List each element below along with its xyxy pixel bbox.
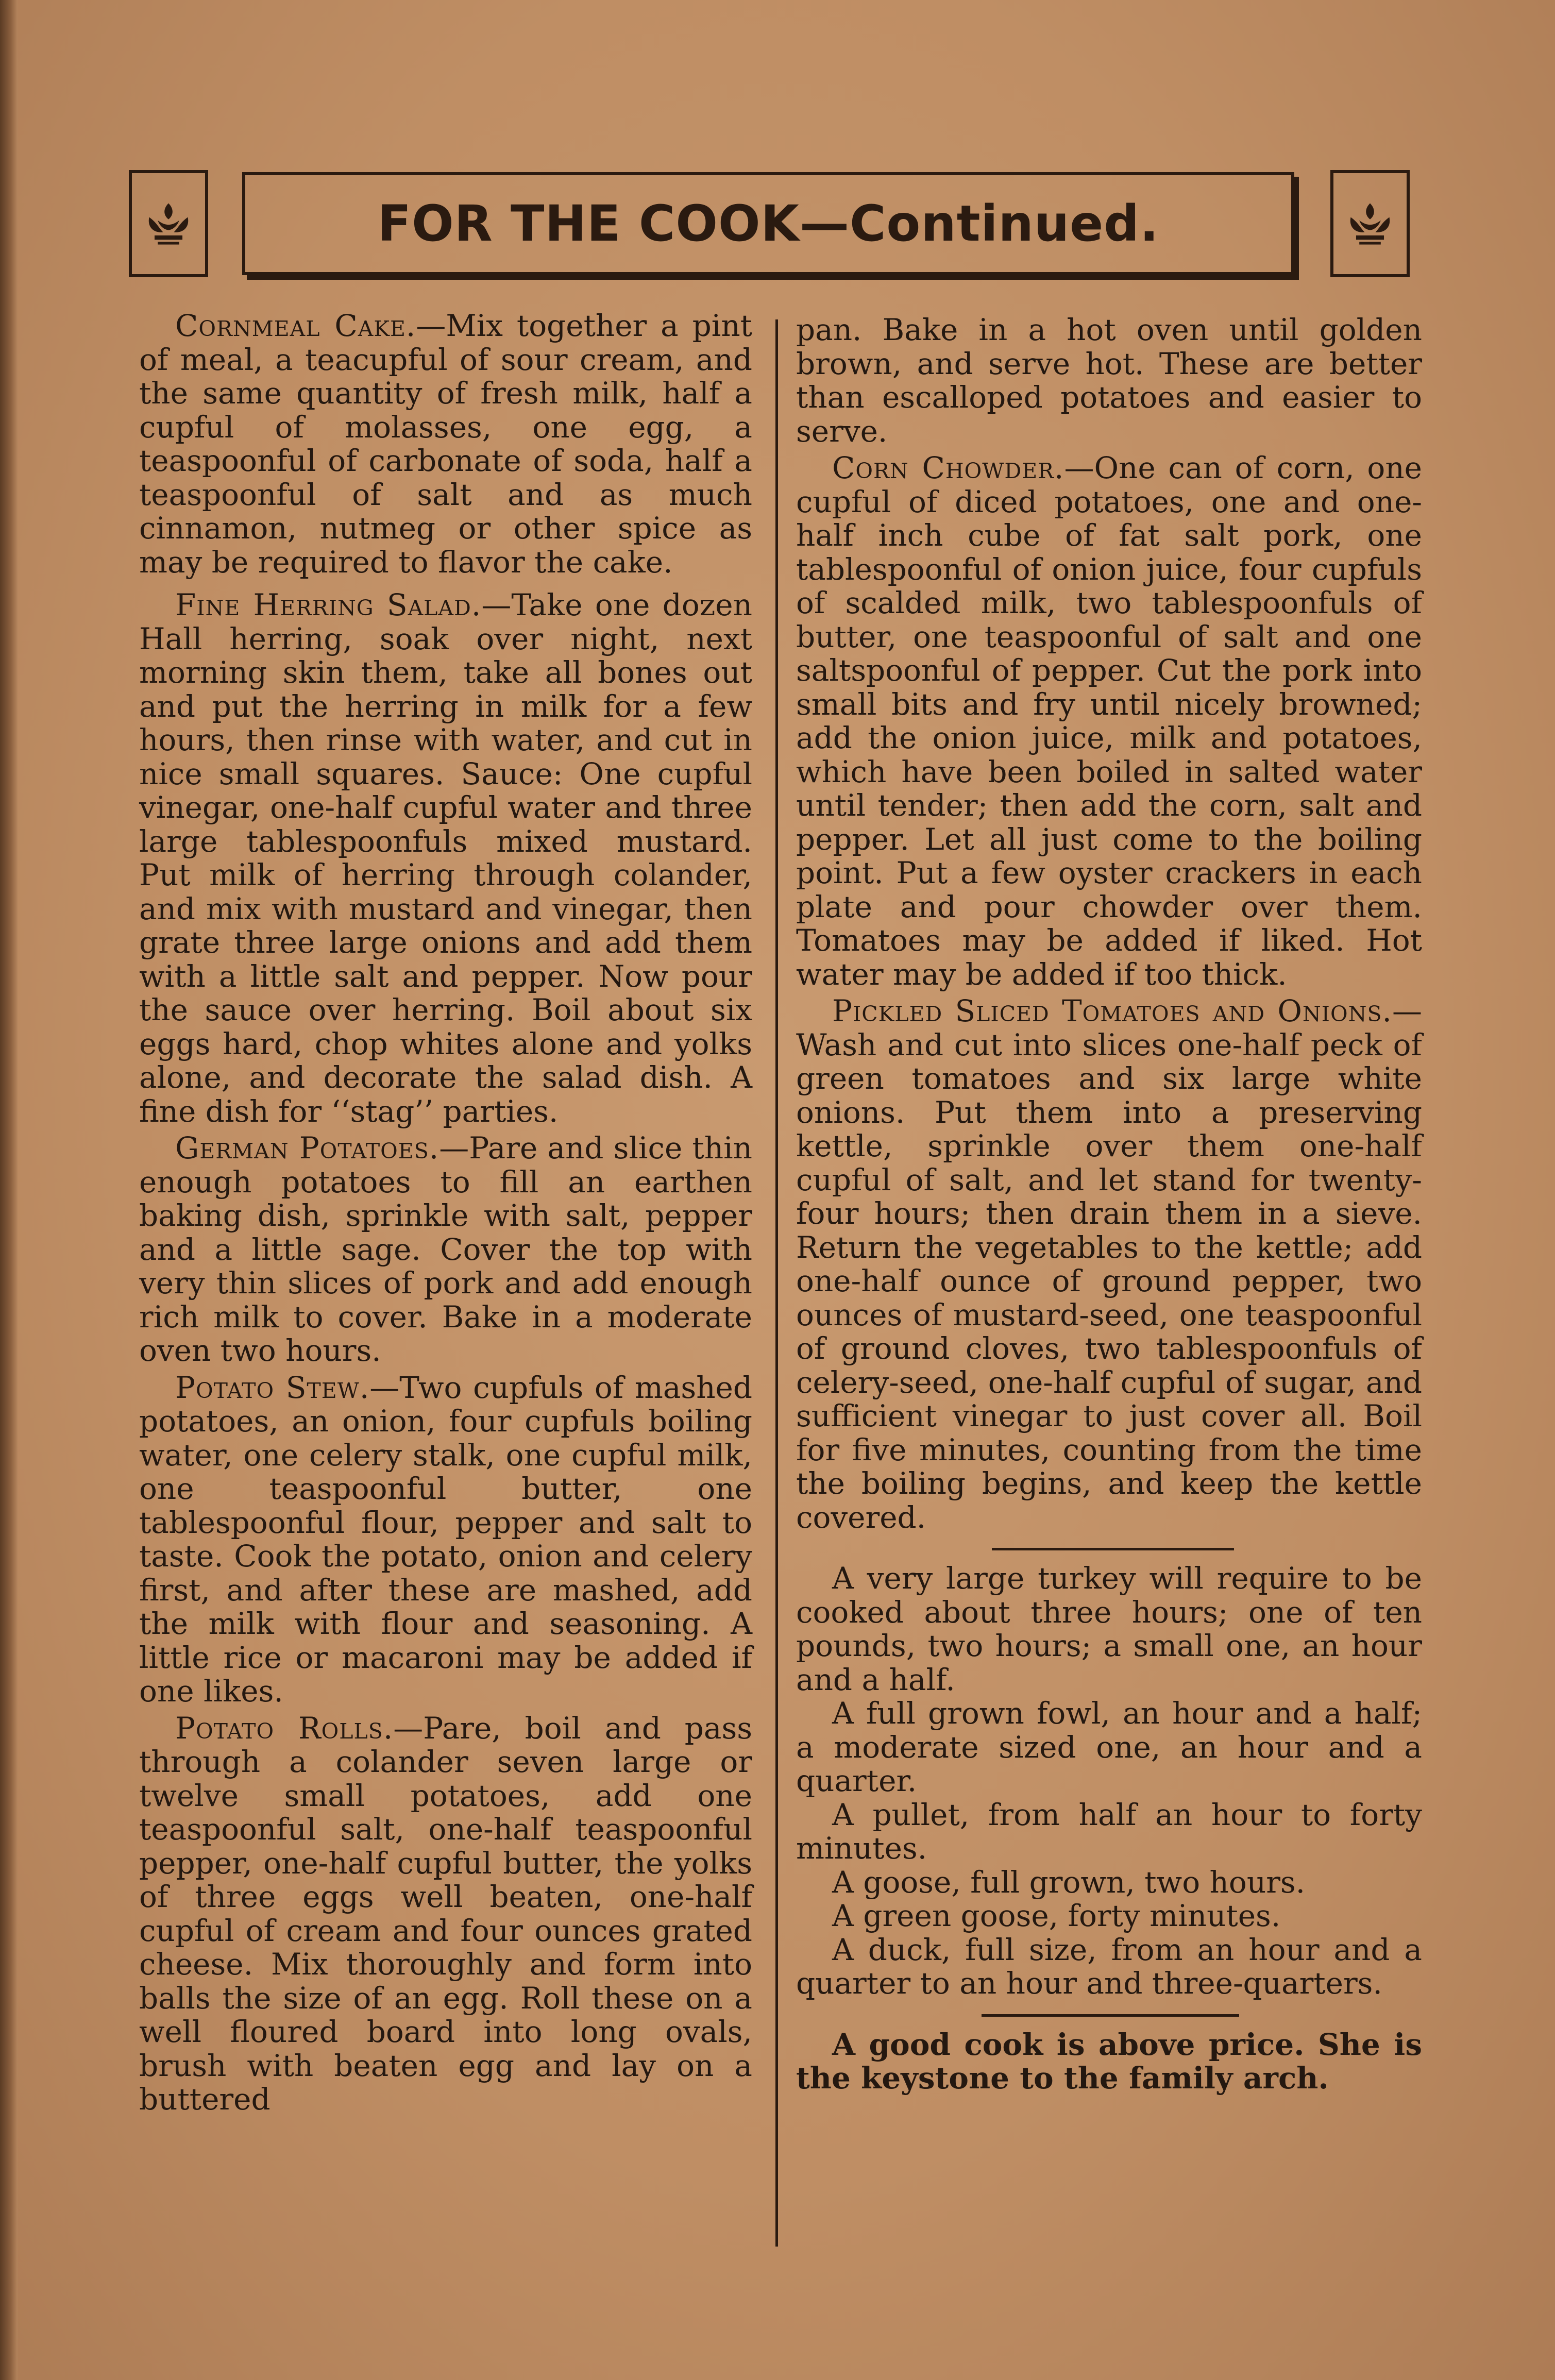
section-divider	[982, 2014, 1239, 2017]
recipe-title: Cornmeal Cake.	[175, 308, 416, 343]
recipe-title: Fine Herring Salad.	[175, 587, 482, 622]
recipe-title: Potato Rolls.	[175, 1710, 394, 1746]
cooking-time-note: A full grown fowl, an hour and a half; a moderate sized one, an hour and a quarter.	[796, 1696, 1422, 1798]
recipe-herring-salad	[139, 588, 752, 1128]
cooking-time-note: A duck, full size, from an hour and a quarter to an hour and three-quarters.	[796, 1932, 1422, 2001]
recipe-title: German Potatoes.	[175, 1130, 440, 1166]
recipe-pickled-tomatoes	[796, 994, 1422, 1534]
recipe-potato-stew	[139, 1371, 752, 1709]
recipe-potato-rolls-continued: pan. Bake in a hot oven until golden brown, and serve hot. These are better than escalloped potatoes and easier to serve.	[796, 312, 1422, 449]
crown-ornament-icon	[1343, 197, 1397, 250]
recipe-potato-rolls	[139, 1712, 752, 2117]
recipe-body: —Pare, boil and pass through a colander seven large or twelve small potatoes, add one teaspoonful salt, one-half teaspoonful pepper, one-half cupful butter, the yolks of three eggs well beaten, one-half cupful of cream and four ounces grated cheese. Mix thoroughly and form into balls the size of an egg. Roll these on a well floured board into long ovals, brush with beaten egg and lay on a buttered	[139, 1710, 752, 2117]
header	[129, 170, 1412, 283]
section-divider	[992, 1548, 1234, 1550]
recipe-cornmeal-cake	[139, 309, 752, 579]
crown-ornament-icon	[142, 197, 195, 250]
recipe-body: —Wash and cut into slices one-half peck of green tomatoes and six large white onions. Put them into a preserving kettle, sprinkle over them one-half cupful of salt, and let stand for twenty-four hours; then drain them in a sieve. Return the vegetables to the kettle; add one-half ounce of ground pepper, two ounces of mustard-seed, one teaspoonful of ground cloves, two tablespoonfuls of celery-seed, one-half cupful of sugar, and sufficient vinegar to just cover all. Boil for five minutes, counting from the time the boiling begins, and keep the kettle covered.	[796, 993, 1422, 1535]
recipe-body: —One can of corn, one cupful of diced potatoes, one and one-half inch cube of fat salt pork, one tablespoonful of onion juice, four cupfuls of scalded milk, two tablespoonfuls of butter, one teaspoonful of salt and one saltspoonful of pepper. Cut the pork into small bits and fry until nicely browned; add the onion juice, milk and potatoes, which have been boiled in salted water until tender; then add the corn, salt and pepper. Let all just come to the boiling point. Put a few oyster crackers in each plate and pour chowder over them. Tomatoes may be added if liked. Hot water may be added if too thick.	[796, 450, 1423, 992]
page-title: FOR THE COOK—Continued.	[377, 195, 1159, 252]
book-edge	[0, 0, 18, 2380]
ornament-box-right	[1330, 170, 1410, 277]
cooking-time-note: A very large turkey will require to be cooked about three hours; one of ten pounds, two hours; a small one, an hour and a half.	[796, 1561, 1422, 1697]
recipe-title: Pickled Sliced Tomatoes and Onions.	[832, 993, 1392, 1028]
column-divider	[775, 319, 778, 2247]
right-column	[796, 313, 1422, 2096]
cooking-time-note: A pullet, from half an hour to forty minutes.	[796, 1797, 1422, 1866]
recipe-corn-chowder	[796, 451, 1422, 991]
recipe-body: —Two cupfuls of mashed potatoes, an onion, four cupfuls boiling water, one celery stalk, one cupful milk, one teaspoonful butter, one tablespoonful flour, pepper and salt to taste. Cook the potato, onion and celery first, and after these are mashed, add the milk with flour and seasoning. A little rice or macaroni may be added if one likes.	[139, 1370, 752, 1709]
recipe-title: Corn Chowder.	[832, 450, 1064, 485]
recipe-title: Potato Stew.	[175, 1370, 370, 1405]
recipe-body: —Take one dozen Hall herring, soak over night, next morning skin them, take all bones out and put the herring in milk for a few hours, then rinse with water, and cut in nice small squares. Sauce: One cupful vinegar, one-half cupful water and three large tablespoonfuls mixed mustard. Put milk of herring through colander, and mix with mustard and vinegar, then grate three large onions and add them with a little salt and pepper. Now pour the sauce over herring. Boil about six eggs hard, chop whites alone and yolks alone, and decorate the salad dish. A fine dish for ‘‘stag’’ parties.	[139, 587, 752, 1129]
recipe-body: —Pare and slice thin enough potatoes to fill an earthen baking dish, sprinkle with salt, pepper and a little sage. Cover the top with very thin slices of pork and add enough rich milk to cover. Bake in a moderate oven two hours.	[139, 1130, 752, 1368]
recipe-german-potatoes	[139, 1132, 752, 1368]
cooking-time-note: A goose, full grown, two hours.	[832, 1864, 1306, 1900]
left-column	[139, 309, 752, 2117]
recipe-body: —Mix together a pint of meal, a teacupful of sour cream, and the same quantity of fresh milk, half a cupful of molasses, one egg, a teaspoonful of carbonate of soda, half a teaspoonful of salt and as much cinnamon, nutmeg or other spice as may be required to flavor the cake.	[139, 308, 752, 580]
ornament-box-left	[129, 170, 208, 277]
title-box	[242, 172, 1294, 275]
closing-quote: A good cook is above price. She is the keystone to the family arch.	[796, 2027, 1422, 2096]
cooking-time-note: A green goose, forty minutes.	[832, 1898, 1281, 1933]
